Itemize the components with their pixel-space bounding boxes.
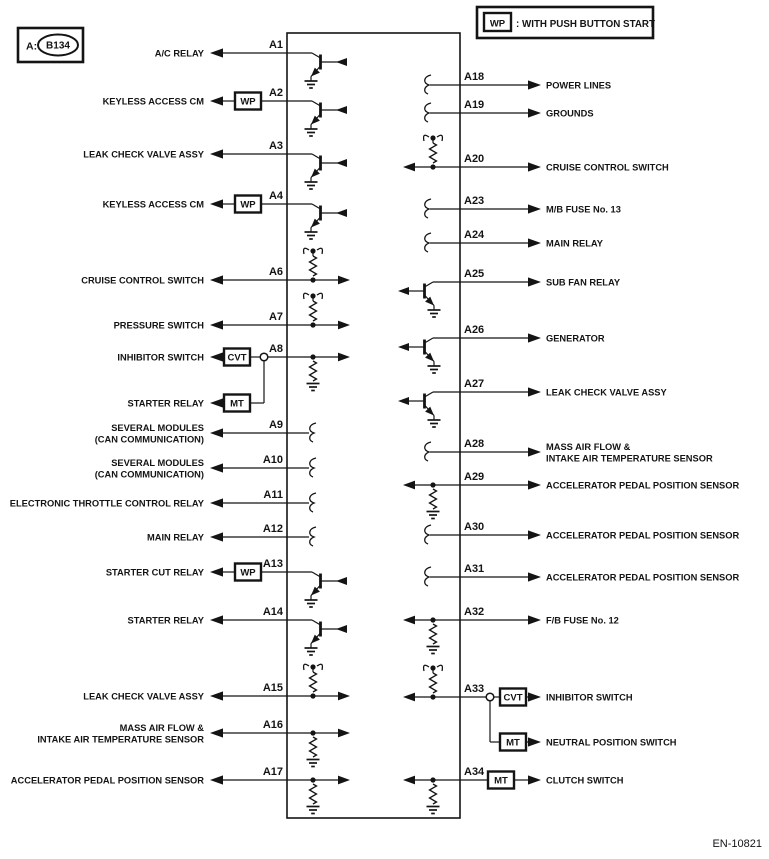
label-arrow-icon [210, 199, 223, 208]
legend-text: : WITH PUSH BUTTON START [516, 19, 655, 30]
option-badge-label: MT [494, 775, 508, 787]
through-arrow-icon [338, 353, 350, 362]
label-arrow-icon [528, 775, 541, 784]
pin-label: A4 [268, 190, 283, 202]
row-label: ACCELERATOR PEDAL POSITION SENSOR [10, 775, 204, 786]
resistor-icon [310, 784, 317, 804]
label-arrow-icon [528, 447, 541, 456]
pin-label: A28 [464, 438, 485, 450]
label-arrow-icon [528, 277, 541, 286]
continuation-squiggle-icon [310, 423, 316, 442]
broken-wire-hook-icon [424, 665, 429, 671]
label-arrow-icon [528, 615, 541, 624]
pin-label: A34 [464, 766, 485, 778]
resistor-icon [310, 301, 317, 321]
row-A19 [425, 99, 594, 122]
row-label: KEYLESS ACCESS CM [102, 199, 204, 210]
label-arrow-icon [528, 333, 541, 342]
through-arrow-icon [338, 692, 350, 701]
row-label: INTAKE AIR TEMPERATURE SENSOR [546, 453, 713, 464]
legend [477, 7, 655, 38]
transistor-base-arrow-icon [336, 625, 347, 633]
row-label: LEAK CHECK VALVE ASSY [83, 149, 204, 160]
resistor-icon [310, 361, 317, 381]
row-label: SUB FAN RELAY [546, 277, 621, 288]
pin-label: A2 [268, 87, 283, 99]
transistor-base-arrow-icon [336, 106, 347, 114]
row-A6 [81, 248, 350, 285]
pin-label: A30 [464, 521, 485, 533]
pin-label: A7 [268, 311, 283, 323]
through-arrow-icon [403, 616, 415, 625]
option-badge-label: WP [240, 96, 256, 108]
pin-label: A16 [262, 719, 283, 731]
pin-label: A20 [464, 153, 485, 165]
junction-dot [430, 694, 435, 699]
row-A13 [106, 558, 347, 607]
row-label: POWER LINES [546, 80, 612, 91]
row-A11 [10, 489, 316, 512]
junction-dot [310, 293, 315, 298]
row-A17 [11, 766, 350, 814]
connector-code: B134 [46, 40, 70, 52]
row-label: INHIBITOR SWITCH [546, 692, 633, 703]
label-arrow-icon [210, 775, 223, 784]
row-label: M/B FUSE No. 13 [546, 204, 621, 215]
row-A29 [403, 471, 739, 519]
label-arrow-icon [210, 567, 223, 576]
pin-label: A9 [268, 419, 283, 431]
through-arrow-icon [338, 321, 350, 330]
label-arrow-icon [528, 204, 541, 213]
transistor-base-arrow-icon [336, 209, 347, 217]
pin-label: A3 [268, 140, 283, 152]
row-A7 [114, 293, 350, 330]
row-label: SEVERAL MODULES [111, 423, 204, 433]
broken-wire-hook-icon [304, 293, 309, 299]
option-badge-label: WP [240, 199, 256, 211]
through-arrow-icon [338, 276, 350, 285]
row-A15 [83, 664, 350, 701]
through-arrow-icon [338, 729, 350, 738]
junction-dot [310, 248, 315, 253]
resistor-icon [310, 737, 317, 757]
row-A2 [103, 87, 347, 136]
ecm-box [287, 33, 460, 818]
junction-dot [430, 777, 435, 782]
row-label: A/C RELAY [154, 48, 204, 59]
label-arrow-icon [528, 80, 541, 89]
through-arrow-icon [338, 776, 350, 785]
row-label: ACCELERATOR PEDAL POSITION SENSOR [546, 480, 740, 491]
junction-dot [430, 135, 435, 140]
row-label: ACCELERATOR PEDAL POSITION SENSOR [546, 530, 740, 541]
row-label: CRUISE CONTROL SWITCH [546, 162, 669, 173]
row-label: GROUNDS [546, 108, 594, 119]
label-arrow-icon [528, 387, 541, 396]
option-badge-label: MT [506, 737, 520, 749]
row-label: LEAK CHECK VALVE ASSY [546, 387, 667, 398]
row-label: INHIBITOR SWITCH [117, 352, 204, 363]
option-badge-label: WP [240, 567, 256, 579]
pin-label: A27 [464, 378, 485, 390]
row-label: STARTER CUT RELAY [105, 567, 204, 578]
transistor-base-arrow-icon [398, 343, 409, 351]
row-A26 [398, 324, 605, 373]
row-A3 [83, 140, 347, 189]
row-A20 [403, 135, 669, 172]
label-arrow-icon [210, 532, 223, 541]
label-arrow-icon [528, 692, 541, 701]
row-label: MAIN RELAY [147, 532, 204, 543]
pin-label: A15 [262, 682, 283, 694]
pin-label: A32 [464, 606, 485, 618]
row-label: NEUTRAL POSITION SWITCH [546, 737, 677, 748]
row-label: ACCELERATOR PEDAL POSITION SENSOR [546, 572, 740, 583]
selector-node [260, 353, 268, 361]
broken-wire-hook-icon [317, 664, 322, 670]
resistor-icon [310, 672, 317, 692]
row-label: STARTER RELAY [127, 398, 204, 409]
row-label: PRESSURE SWITCH [113, 320, 204, 331]
option-badge-label: CVT [503, 692, 523, 704]
row-A18 [425, 71, 611, 94]
row-A1 [155, 39, 347, 88]
pin-label: A8 [268, 343, 283, 355]
transistor-base-arrow-icon [398, 397, 409, 405]
pin-label: A25 [464, 268, 485, 280]
junction-dot [310, 730, 315, 735]
row-A27 [398, 378, 667, 427]
pin-label: A17 [262, 766, 283, 778]
junction-dot [310, 277, 315, 282]
label-arrow-icon [528, 572, 541, 581]
junction-dot [430, 665, 435, 670]
label-arrow-icon [210, 275, 223, 284]
pin-label: A1 [268, 39, 283, 51]
junction-dot [430, 617, 435, 622]
label-arrow-icon [210, 615, 223, 624]
row-A10 [95, 454, 316, 480]
pin-label: A11 [263, 489, 283, 501]
label-arrow-icon [210, 398, 223, 407]
pin-label: A19 [464, 99, 485, 111]
pin-label: A26 [464, 324, 485, 336]
row-A23 [425, 195, 621, 218]
resistor-icon [430, 784, 437, 804]
junction-dot [430, 164, 435, 169]
row-label: INTAKE AIR TEMPERATURE SENSOR [37, 734, 204, 745]
label-arrow-icon [210, 352, 223, 361]
label-arrow-icon [528, 530, 541, 539]
transistor-base-arrow-icon [336, 159, 347, 167]
label-arrow-icon [210, 691, 223, 700]
row-A16 [37, 719, 350, 767]
resistor-icon [430, 489, 437, 509]
broken-wire-hook-icon [304, 248, 309, 254]
pin-label: A18 [464, 71, 485, 83]
junction-dot [310, 322, 315, 327]
label-arrow-icon [210, 320, 223, 329]
broken-wire-hook-icon [317, 248, 322, 254]
row-label: MASS AIR FLOW & [546, 442, 631, 452]
row-label: KEYLESS ACCESS CM [102, 96, 204, 107]
transistor-base-arrow-icon [336, 577, 347, 585]
row-label: SEVERAL MODULES [111, 458, 204, 468]
row-A14 [128, 606, 347, 655]
transistor-base-arrow-icon [336, 58, 347, 66]
resistor-icon [310, 256, 317, 276]
row-label: MAIN RELAY [546, 238, 603, 249]
row-A9 [95, 419, 316, 445]
pin-label: A24 [464, 229, 485, 241]
pin-label: A10 [262, 454, 283, 466]
row-A30 [425, 521, 740, 544]
legend-wp-badge: WP [489, 18, 506, 30]
label-arrow-icon [528, 108, 541, 117]
pin-rows [10, 39, 740, 814]
pin-label: A23 [464, 195, 485, 207]
row-A31 [425, 563, 740, 586]
broken-wire-hook-icon [437, 135, 442, 141]
through-arrow-icon [403, 693, 415, 702]
continuation-squiggle-icon [310, 527, 316, 546]
broken-wire-hook-icon [317, 293, 322, 299]
connector-badge [18, 28, 83, 62]
pin-label: A29 [464, 471, 485, 483]
label-arrow-icon [210, 48, 223, 57]
row-label: LEAK CHECK VALVE ASSY [83, 691, 204, 702]
row-A12 [147, 523, 316, 546]
junction-dot [310, 354, 315, 359]
row-A8 [117, 343, 350, 412]
row-label: (CAN COMMUNICATION) [94, 434, 204, 445]
row-A4 [103, 190, 347, 239]
junction-dot [310, 693, 315, 698]
transistor-base-arrow-icon [398, 287, 409, 295]
label-arrow-icon [210, 728, 223, 737]
connector-prefix: A: [26, 40, 38, 53]
row-A32 [403, 606, 619, 654]
label-arrow-icon [528, 737, 541, 746]
label-arrow-icon [210, 96, 223, 105]
figure-number: EN-10821 [712, 838, 762, 850]
resistor-icon [430, 143, 437, 163]
row-A33 [403, 665, 677, 750]
row-A34 [403, 766, 624, 814]
continuation-squiggle-icon [310, 493, 316, 512]
row-A28 [425, 438, 713, 464]
label-arrow-icon [528, 238, 541, 247]
label-arrow-icon [210, 428, 223, 437]
through-arrow-icon [403, 163, 415, 172]
row-label: CLUTCH SWITCH [546, 775, 624, 786]
pin-label: A13 [262, 558, 283, 570]
label-arrow-icon [210, 498, 223, 507]
row-label: (CAN COMMUNICATION) [94, 469, 204, 480]
junction-dot [310, 777, 315, 782]
resistor-icon [430, 624, 437, 644]
pin-label: A12 [262, 523, 283, 535]
row-label: F/B FUSE No. 12 [546, 615, 619, 626]
label-arrow-icon [528, 480, 541, 489]
through-arrow-icon [403, 776, 415, 785]
row-label: MASS AIR FLOW & [119, 723, 204, 733]
label-arrow-icon [210, 463, 223, 472]
row-label: CRUISE CONTROL SWITCH [81, 275, 204, 286]
junction-dot [430, 482, 435, 487]
pin-label: A14 [262, 606, 283, 618]
row-label: STARTER RELAY [127, 615, 204, 626]
pin-label: A33 [464, 683, 485, 695]
row-label: ELECTRONIC THROTTLE CONTROL RELAY [9, 498, 204, 509]
option-badge-label: CVT [227, 352, 247, 364]
continuation-squiggle-icon [310, 458, 316, 477]
broken-wire-hook-icon [437, 665, 442, 671]
pin-label: A6 [268, 266, 283, 278]
row-A25 [398, 268, 621, 317]
row-label: GENERATOR [546, 333, 605, 344]
junction-dot [310, 664, 315, 669]
broken-wire-hook-icon [304, 664, 309, 670]
option-badge-label: MT [230, 398, 244, 410]
pin-label: A31 [464, 563, 485, 575]
row-A24 [425, 229, 604, 252]
label-arrow-icon [210, 149, 223, 158]
label-arrow-icon [528, 162, 541, 171]
resistor-icon [430, 673, 437, 693]
selector-node [486, 693, 494, 701]
broken-wire-hook-icon [424, 135, 429, 141]
through-arrow-icon [403, 481, 415, 490]
